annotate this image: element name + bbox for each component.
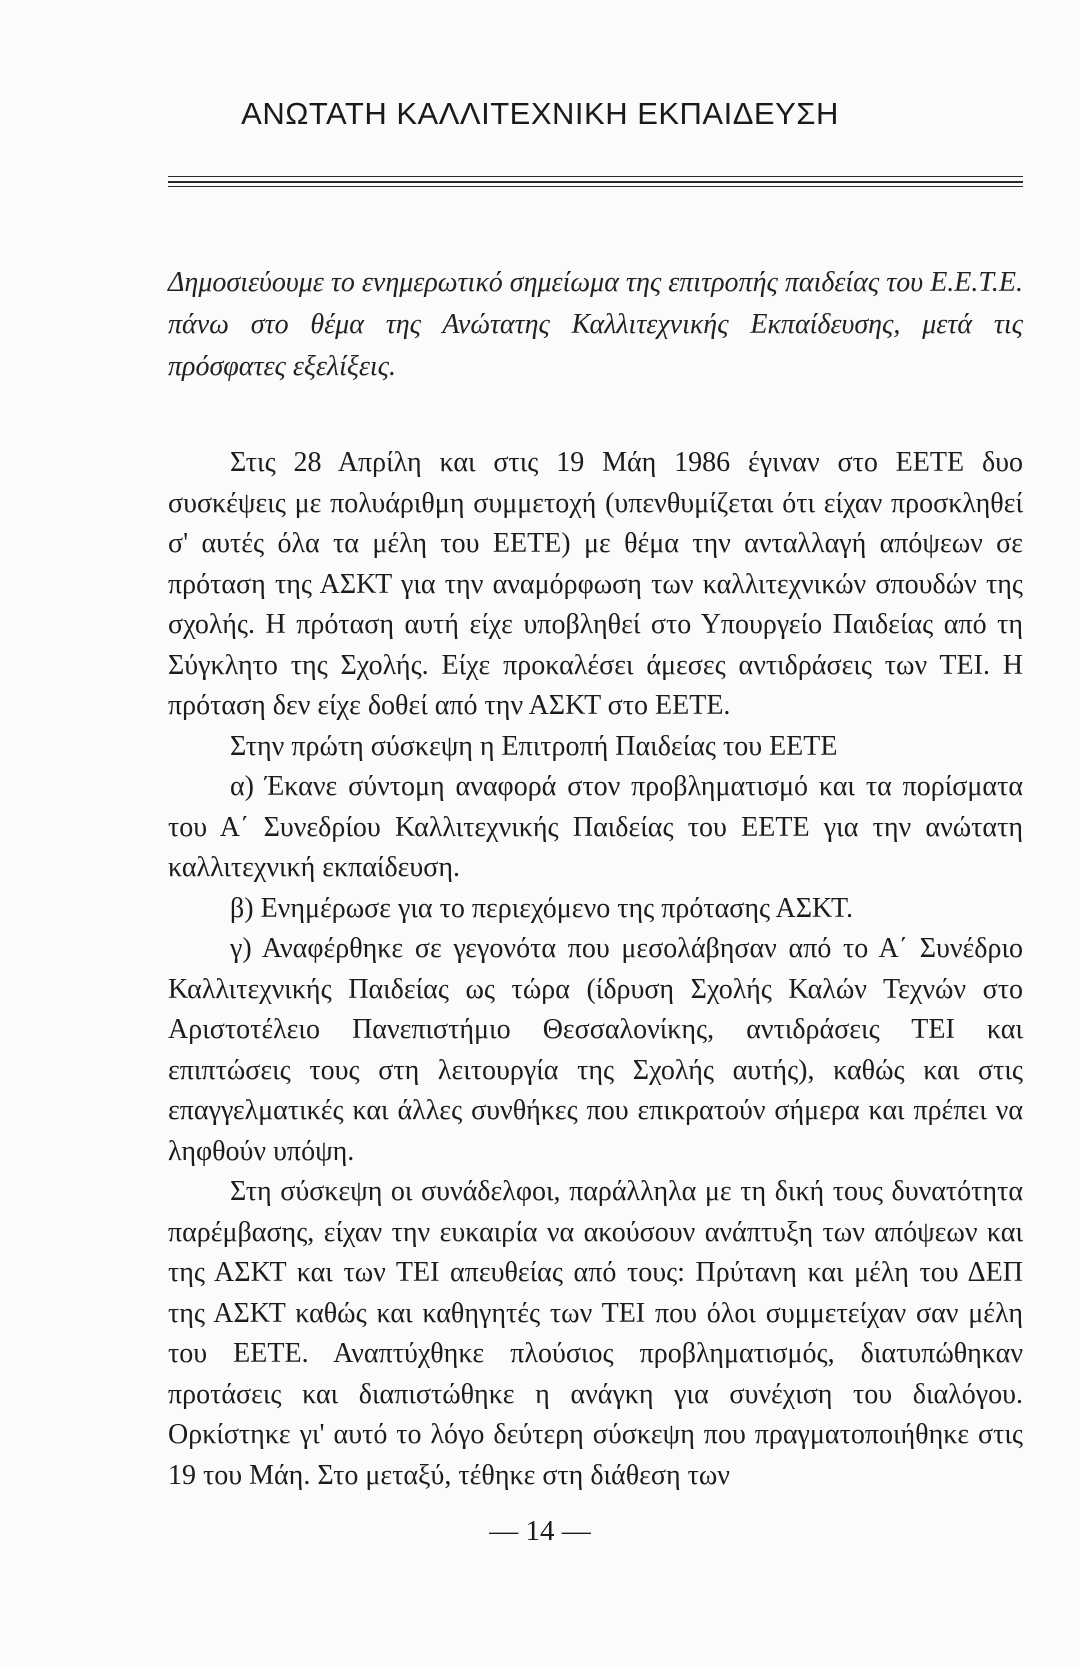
body-paragraph: Στη σύσκεψη οι συνάδελφοι, παράλληλα με τη δική τους δυνατότητα παρέμβασης, είχαν την ευκαιρία να ακούσουν ανάπτυξη των απόψεων και της ΑΣΚΤ και των ΤΕΙ απευθείας από τους: Πρύτανη και μέλη του ΔΕΠ της ΑΣΚΤ καθώς και καθηγητές των ΤΕΙ που όλοι συμμετείχαν σαν μέλη του ΕΕΤΕ. Αναπτύχθηκε πλούσιος προβληματισμός, διατυπώθηκαν προτάσεις και διαπιστώθηκε η ανάγκη για συνέχιση του διαλόγου. Ορκίστηκε γι' αυτό το λόγο δεύτερη σύσκεψη που πραγματοποιήθηκε στις 19 του Μάη. Στο μεταξύ, τέθηκε στη διάθεση των — [168, 1176, 1023, 1491]
running-header: ΑΝΩΤΑΤΗ ΚΑΛΛΙΤΕΧΝΙΚΗ ΕΚΠΑΙΔΕΥΣΗ — [241, 96, 839, 131]
body-paragraph: α) Έκανε σύντομη αναφορά στον προβληματισμό και τα πορίσματα του Α΄ Συνεδρίου Καλλιτεχνικής Παιδείας του ΕΕΤΕ για την ανώτατη καλλιτεχνική εκπαίδευση. — [168, 771, 1023, 883]
page-number: — 14 — — [489, 1515, 591, 1547]
body-paragraph: Στην πρώτη σύσκεψη η Επιτροπή Παιδείας του ΕΕΤΕ — [230, 730, 838, 762]
header-rule-bottom — [168, 186, 1023, 187]
header-rule-top — [168, 176, 1023, 177]
header-rule-middle — [168, 181, 1023, 183]
intro-paragraph: Δημοσιεύουμε το ενημερωτικό σημείωμα της επιτροπής παιδείας του Ε.Ε.Τ.Ε. πάνω στο θέμα της Ανώτατης Καλλιτεχνικής Εκπαίδευσης, μετά τις πρόσφατες εξελίξεις. — [168, 267, 1023, 382]
article-body — [168, 443, 1023, 1496]
body-paragraph: β) Ενημέρωσε για το περιεχόμενο της πρότασης ΑΣΚΤ. — [230, 892, 854, 924]
body-paragraph: γ) Αναφέρθηκε σε γεγονότα που μεσολάβησαν από το Α΄ Συνέδριο Καλλιτεχνικής Παιδείας ως τώρα (ίδρυση Σχολής Καλών Τεχνών στο Αριστοτέλειο Πανεπιστήμιο Θεσσαλονίκης, αντιδράσεις ΤΕΙ και επιπτώσεις τους στη λειτουργία της Σχολής αυτής), καθώς και στις επαγγελματικές και άλλες συνθήκες που επικρατούν σήμερα και πρέπει να ληφθούν υπόψη. — [168, 933, 1023, 1167]
body-paragraph: Στις 28 Απρίλη και στις 19 Μάη 1986 έγιναν στο ΕΕΤΕ δυο συσκέψεις με πολυάριθμη συμμετοχή (υπενθυμίζεται ότι είχαν προσκληθεί σ' αυτές όλα τα μέλη του ΕΕΤΕ) με θέμα την ανταλλαγή απόψεων σε πρόταση της ΑΣΚΤ για την αναμόρφωση των καλλιτεχνικών σπουδών της σχολής. Η πρόταση αυτή είχε υποβληθεί στο Υπουργείο Παιδείας από τη Σύγκλητο της Σχολής. Είχε προκαλέσει άμεσες αντιδράσεις των ΤΕΙ. Η πρόταση δεν είχε δοθεί από την ΑΣΚΤ στο ΕΕΤΕ. — [168, 447, 1023, 721]
